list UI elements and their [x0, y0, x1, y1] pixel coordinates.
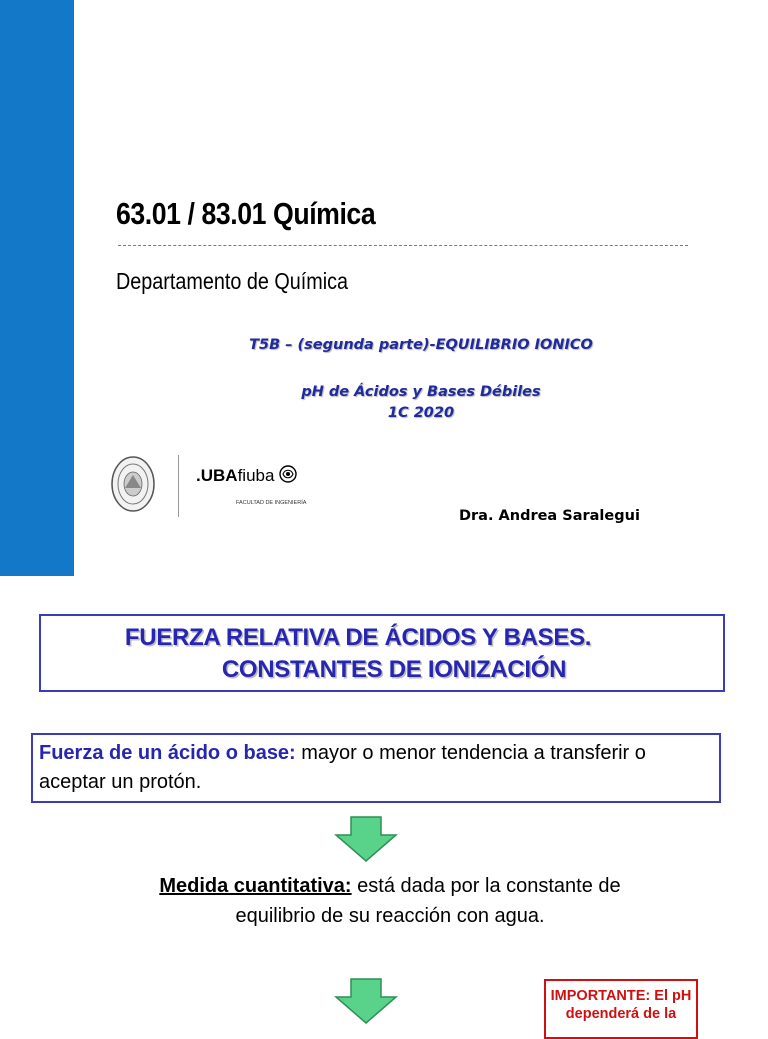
definition-lead: Fuerza de un ácido o base: — [39, 742, 296, 764]
heading-line-1: FUERZA RELATIVA DE ÁCIDOS Y BASES. — [124, 624, 592, 651]
university-seal-icon — [110, 455, 156, 513]
uba-fiuba-logo: .UBAfiuba — [196, 466, 275, 485]
department-name: Departamento de Química — [116, 268, 348, 294]
dashed-divider — [118, 245, 688, 246]
subtopic-title: pH de Ácidos y Bases Débiles — [301, 384, 541, 400]
term-label: 1C 2020 — [387, 405, 455, 421]
faculty-label: FACULTAD DE INGENIERÍA — [236, 500, 307, 506]
section-heading-box — [39, 614, 725, 692]
measure-text: está dada por la constante de equilibrio de su reacción con agua. — [235, 875, 621, 927]
definition-box — [31, 733, 721, 803]
quantitative-measure — [120, 871, 660, 931]
course-title: 63.01 / 83.01 Química — [116, 196, 376, 231]
blue-sidebar — [0, 0, 74, 576]
down-arrow-icon — [334, 978, 398, 1024]
topic-title: T5B – (segunda parte)-EQUILIBRIO IONICO — [249, 337, 593, 353]
measure-lead: Medida cuantitativa: — [159, 875, 352, 897]
down-arrow-icon — [334, 816, 398, 862]
author-name: Dra. Andrea Saralegui — [459, 508, 640, 524]
definition-text: mayor o menor tendencia a transferir o aceptar un protón. — [39, 742, 646, 793]
heading-line-2: CONSTANTES DE IONIZACIÓN — [221, 656, 567, 683]
fiuba-globe-icon — [279, 465, 297, 483]
logo-separator — [178, 455, 179, 517]
important-note-box: IMPORTANTE: El pH dependerá de la — [544, 979, 698, 1039]
